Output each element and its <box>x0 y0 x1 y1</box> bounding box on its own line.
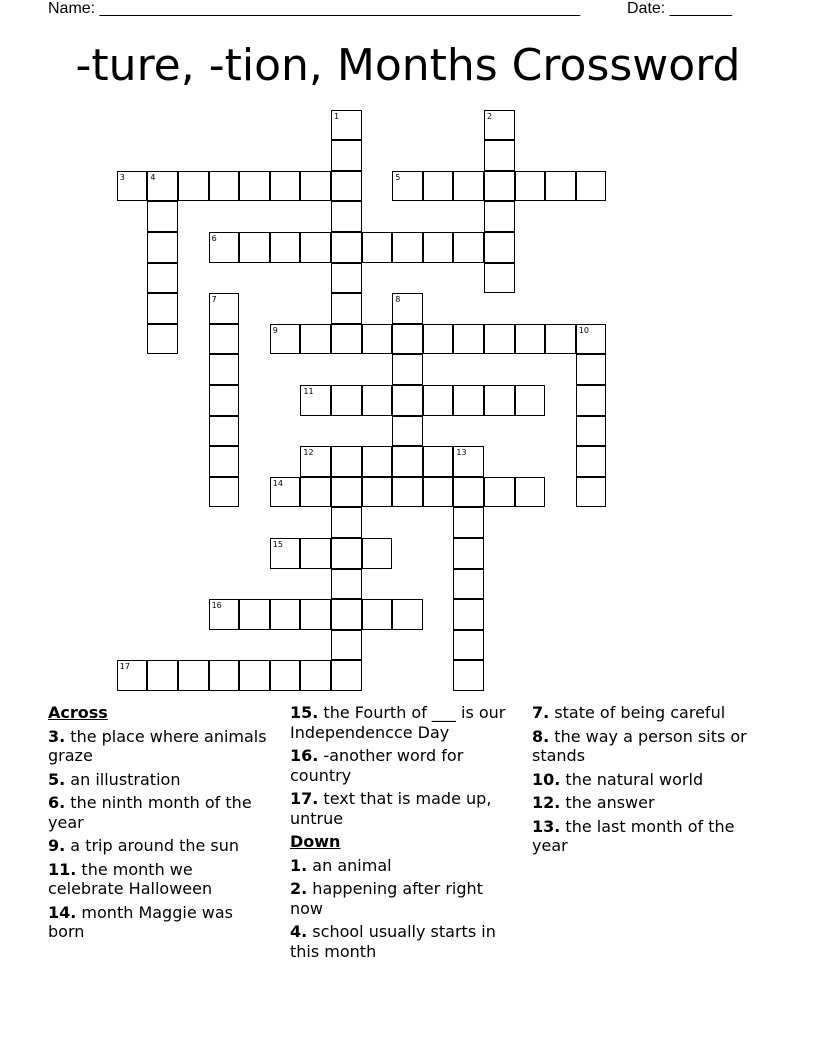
grid-cell[interactable] <box>453 630 484 661</box>
clue-number: 16 <box>211 601 222 611</box>
grid-cell[interactable] <box>453 599 484 630</box>
grid-cell[interactable] <box>331 599 362 630</box>
grid-cell[interactable] <box>453 324 484 355</box>
grid-cell[interactable] <box>300 446 331 477</box>
grid-cell[interactable] <box>392 599 423 630</box>
grid-cell[interactable] <box>453 171 484 202</box>
grid-cell[interactable] <box>392 293 423 324</box>
grid-cell[interactable] <box>362 599 393 630</box>
grid-cell[interactable] <box>147 232 178 263</box>
grid-cell[interactable] <box>453 477 484 508</box>
page-title: -ture, -tion, Months Crossword <box>75 40 741 91</box>
grid-cell[interactable] <box>239 232 270 263</box>
grid-cell[interactable] <box>545 171 576 202</box>
grid-cell[interactable] <box>453 232 484 263</box>
grid-cell[interactable] <box>576 324 607 355</box>
grid-cell[interactable] <box>331 385 362 416</box>
grid-cell[interactable] <box>453 385 484 416</box>
clue-down-12: 12. the answer <box>532 793 655 812</box>
grid-cell[interactable] <box>362 538 393 569</box>
grid-cell[interactable] <box>453 538 484 569</box>
clue-number: 4 <box>150 172 156 182</box>
clue-number: 3 <box>119 172 125 182</box>
grid-cell[interactable] <box>423 324 454 355</box>
grid-cell[interactable] <box>331 569 362 600</box>
grid-cell[interactable] <box>423 385 454 416</box>
clue-across-3: 3. the place where animals graze <box>48 726 267 765</box>
grid-cell[interactable] <box>515 171 546 202</box>
grid-cell[interactable] <box>178 171 209 202</box>
grid-cell[interactable] <box>270 171 301 202</box>
grid-cell[interactable] <box>392 416 423 447</box>
grid-cell[interactable] <box>331 477 362 508</box>
grid-cell[interactable] <box>331 140 362 171</box>
grid-cell[interactable] <box>362 385 393 416</box>
grid-cell[interactable] <box>209 416 240 447</box>
clues-column-2 <box>290 703 515 961</box>
grid-cell[interactable] <box>392 354 423 385</box>
grid-cell[interactable] <box>484 385 515 416</box>
grid-cell[interactable] <box>300 324 331 355</box>
grid-cell[interactable] <box>270 477 301 508</box>
clue-across-6: 6. the ninth month of the year <box>48 793 252 832</box>
clue-number: 15 <box>272 540 283 549</box>
grid-cell[interactable] <box>453 569 484 600</box>
clue-number: 13 <box>456 448 467 458</box>
grid-cell[interactable] <box>392 477 423 508</box>
grid-cell[interactable] <box>453 507 484 538</box>
grid-cell[interactable] <box>331 263 362 294</box>
grid-cell[interactable] <box>331 232 362 263</box>
grid-cell[interactable] <box>484 324 515 355</box>
grid-cell[interactable] <box>484 110 515 141</box>
grid-cell[interactable] <box>392 171 423 202</box>
grid-cell[interactable] <box>331 507 362 538</box>
clue-across-15: 15. the Fourth of ___ is our Independencce Day <box>290 703 506 742</box>
clue-number: 8 <box>395 295 401 305</box>
down-heading: Down <box>290 832 341 851</box>
grid-cell[interactable] <box>576 416 607 447</box>
clue-number: 6 <box>211 234 217 243</box>
clue-across-11: 11. the month we celebrate Halloween <box>48 859 213 898</box>
grid-cell[interactable] <box>362 324 393 355</box>
grid-cell[interactable] <box>515 385 546 416</box>
grid-cell[interactable] <box>270 232 301 263</box>
grid-cell[interactable] <box>331 538 362 569</box>
grid-cell[interactable] <box>147 660 178 691</box>
grid-cell[interactable] <box>515 324 546 355</box>
clues-column-3 <box>532 703 764 856</box>
grid-cell[interactable] <box>117 660 148 691</box>
grid-cell[interactable] <box>147 324 178 355</box>
grid-cell[interactable] <box>300 385 331 416</box>
grid-cell[interactable] <box>331 446 362 477</box>
clue-down-1: 1. an animal <box>290 855 392 875</box>
clue-down-10: 10. the natural world <box>532 769 704 789</box>
clue-number: 1 <box>334 111 340 121</box>
grid-cell[interactable] <box>300 660 331 691</box>
grid-cell[interactable] <box>178 660 209 691</box>
grid-cell[interactable] <box>453 660 484 691</box>
clue-down-8: 8. the way a person sits or stands <box>532 726 747 765</box>
clue-number: 17 <box>119 662 130 672</box>
grid-cell[interactable] <box>147 171 178 202</box>
grid-cell[interactable] <box>331 110 362 141</box>
grid-cell[interactable] <box>453 446 484 477</box>
grid-cell[interactable] <box>576 354 607 385</box>
grid-cell[interactable] <box>515 477 546 508</box>
grid-cell[interactable] <box>300 232 331 263</box>
grid-cell[interactable] <box>209 477 240 508</box>
grid-cell[interactable] <box>392 446 423 477</box>
grid-cell[interactable] <box>239 599 270 630</box>
grid-cell[interactable] <box>300 171 331 202</box>
clue-down-13: 13. the last month of the year <box>532 816 735 855</box>
grid-cell[interactable] <box>209 660 240 691</box>
date-field[interactable]: Date: _______ <box>627 0 732 17</box>
grid-cell[interactable] <box>484 140 515 171</box>
grid-cell[interactable] <box>392 324 423 355</box>
grid-cell[interactable] <box>147 293 178 324</box>
grid-cell[interactable] <box>576 477 607 508</box>
grid-cell[interactable] <box>147 263 178 294</box>
grid-cell[interactable] <box>270 538 301 569</box>
grid-cell[interactable] <box>331 293 362 324</box>
grid-cell[interactable] <box>300 538 331 569</box>
grid-cell[interactable] <box>545 324 576 355</box>
grid-cell[interactable] <box>209 232 240 263</box>
grid-cell[interactable] <box>209 293 240 324</box>
grid-cell[interactable] <box>270 660 301 691</box>
clue-down-4: 4. school usually starts in this month <box>290 922 496 961</box>
clue-down-7: 7. state of being careful <box>532 703 726 722</box>
clue-across-5: 5. an illustration <box>48 769 181 789</box>
grid-cell[interactable] <box>576 446 607 477</box>
grid-cell[interactable] <box>484 201 515 232</box>
grid-cell[interactable] <box>209 171 240 202</box>
name-field[interactable]: Name: ______________________________________________________ <box>48 0 581 17</box>
clue-number: 5 <box>395 172 401 182</box>
grid-cell[interactable] <box>300 477 331 508</box>
clue-number: 10 <box>578 325 589 335</box>
grid-cell[interactable] <box>484 171 515 202</box>
clue-down-2: 2. happening after right now <box>290 879 483 918</box>
grid-cell[interactable] <box>209 354 240 385</box>
grid-cell[interactable] <box>239 660 270 691</box>
grid-cell[interactable] <box>423 232 454 263</box>
grid-cell[interactable] <box>576 385 607 416</box>
grid-cell[interactable] <box>423 477 454 508</box>
grid-cell[interactable] <box>209 324 240 355</box>
clue-number: 14 <box>272 478 283 488</box>
grid-cell[interactable] <box>331 324 362 355</box>
grid-cell[interactable] <box>331 660 362 691</box>
clue-across-9: 9. a trip around the sun <box>48 836 240 855</box>
grid-cell[interactable] <box>392 232 423 263</box>
across-heading: Across <box>48 703 108 722</box>
grid-cell[interactable] <box>576 171 607 202</box>
grid-cell[interactable] <box>484 232 515 263</box>
grid-cell[interactable] <box>117 171 148 202</box>
grid-cell[interactable] <box>270 599 301 630</box>
grid-cell[interactable] <box>331 630 362 661</box>
grid-cell[interactable] <box>209 385 240 416</box>
grid-cell[interactable] <box>362 477 393 508</box>
clue-number: 12 <box>303 448 314 458</box>
grid-cell[interactable] <box>484 263 515 294</box>
clue-across-16: 16. -another word for country <box>290 746 464 785</box>
clues-column-1 <box>48 703 273 942</box>
grid-cell[interactable] <box>239 171 270 202</box>
grid-cell[interactable] <box>423 446 454 477</box>
clue-number: 2 <box>487 111 493 121</box>
grid-cell[interactable] <box>331 201 362 232</box>
clue-number: 7 <box>211 295 217 305</box>
grid-cell[interactable] <box>147 201 178 232</box>
grid-cell[interactable] <box>209 599 240 630</box>
clue-number: 9 <box>272 325 278 335</box>
grid-cell[interactable] <box>331 171 362 202</box>
clue-across-14: 14. month Maggie was born <box>48 902 233 941</box>
clue-across-17: 17. text that is made up, untrue <box>290 789 492 828</box>
grid-cell[interactable] <box>362 446 393 477</box>
grid-cell[interactable] <box>209 446 240 477</box>
grid-cell[interactable] <box>270 324 301 355</box>
grid-cell[interactable] <box>392 385 423 416</box>
grid-cell[interactable] <box>300 599 331 630</box>
grid-cell[interactable] <box>423 171 454 202</box>
clue-number: 11 <box>303 387 314 396</box>
grid-cell[interactable] <box>362 232 393 263</box>
grid-cell[interactable] <box>484 477 515 508</box>
